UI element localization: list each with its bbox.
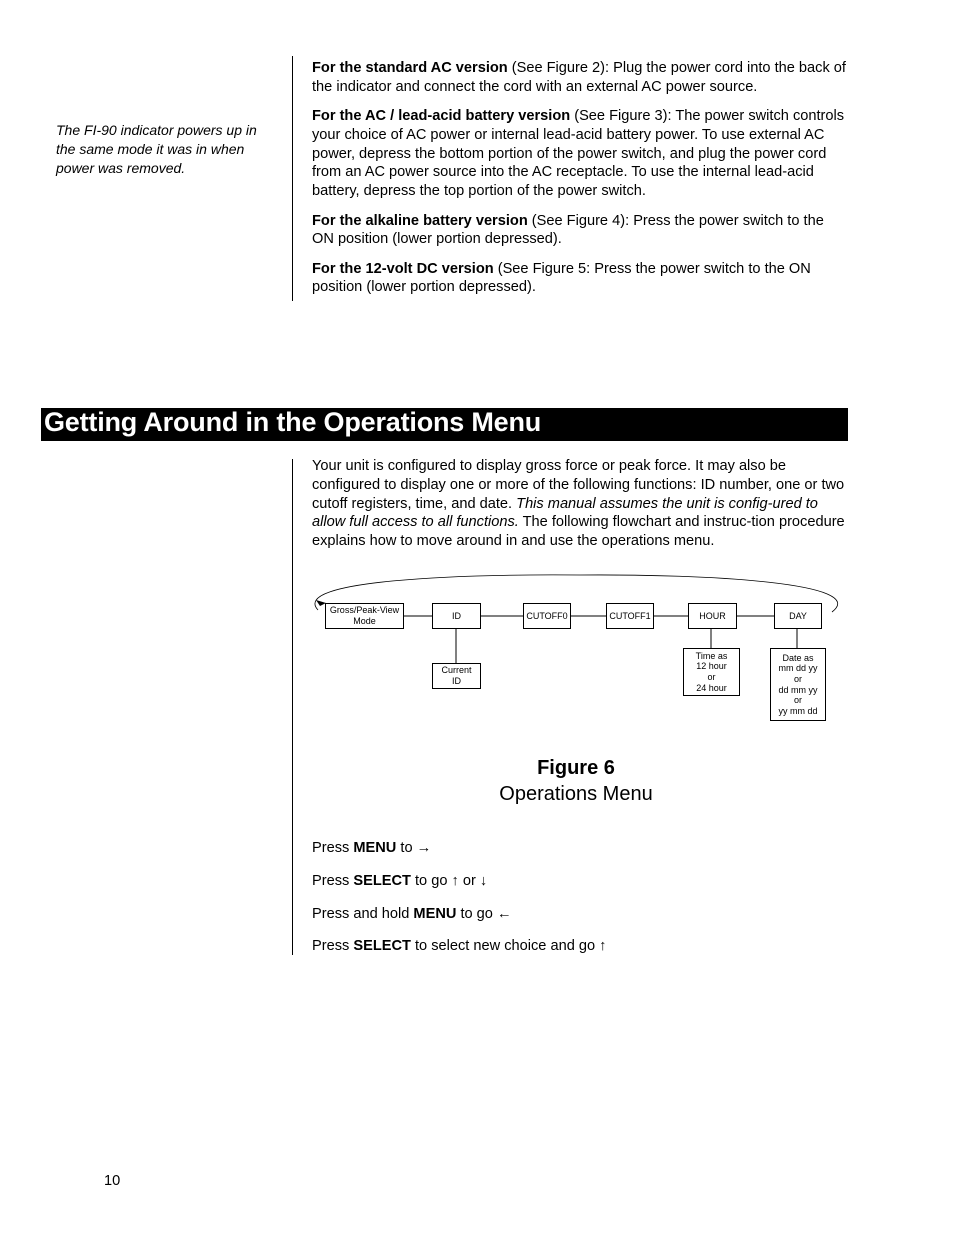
section-title: Getting Around in the Operations Menu bbox=[44, 407, 542, 437]
arrow-up-down-icon: ↑ or ↓ bbox=[451, 873, 488, 889]
node-current-id: Current ID bbox=[432, 663, 481, 689]
node-cutoff1: CUTOFF1 bbox=[606, 603, 654, 629]
figure-number: Figure 6 bbox=[537, 757, 615, 779]
intro-italic: This manual assumes the unit is config-ured to allow full access to all functions. bbox=[312, 495, 818, 531]
power-paragraph-alkaline-heading: For the alkaline battery version bbox=[312, 212, 528, 229]
instruction-3-pre: Press and hold bbox=[312, 906, 414, 922]
arrow-up-icon: ↑ bbox=[599, 938, 607, 954]
arrow-right-icon: → bbox=[416, 840, 432, 856]
arrow-left-icon: ← bbox=[496, 906, 512, 922]
power-paragraph-ac bbox=[312, 59, 847, 97]
instruction-2-key: SELECT bbox=[353, 873, 411, 889]
power-paragraph-12v-heading: For the 12-volt DC version bbox=[312, 260, 494, 277]
instruction-3-key: MENU bbox=[413, 906, 457, 922]
node-time-format: Time as 12 hour or 24 hour bbox=[683, 648, 740, 696]
power-paragraph-ac-text: (See Figure 2): Plug the power cord into the back of the indicator and connect the cord with an external AC power source. bbox=[312, 60, 846, 95]
intro-text-2: The following flowchart and instruc-tion procedure explains how to move around in and use the operations menu. bbox=[312, 514, 845, 550]
instruction-1-post: to bbox=[396, 840, 417, 856]
instruction-4-key: SELECT bbox=[353, 938, 411, 954]
column-divider-top bbox=[292, 56, 293, 301]
power-paragraph-lead-acid-heading: For the AC / lead-acid battery version bbox=[312, 108, 571, 125]
intro-text-1: Your unit is configured to display gross force or peak force. It may also be configured to display one or more of the following functions: ID number, one or two cutoff registers, time, and date. bbox=[312, 458, 845, 512]
instruction-4 bbox=[312, 937, 606, 955]
power-paragraph-alkaline bbox=[312, 212, 847, 250]
instruction-1-pre: Press bbox=[312, 840, 354, 856]
node-id: ID bbox=[432, 603, 481, 629]
power-paragraph-lead-acid-text: (See Figure 3): The power switch controls your choice of AC power or internal lead-acid battery power. To use external AC power, depress the bottom portion of the power switch, and plug the power cord from an AC power source into the AC receptacle. To use the internal lead-acid battery, depress the top portion of the power switch. bbox=[312, 108, 845, 200]
power-paragraph-alkaline-text: (See Figure 4): Press the power switch to the ON position (lower portion depressed). bbox=[312, 212, 824, 248]
power-paragraph-12v-text: (See Figure 5: Press the power switch to the ON position (lower portion depressed). bbox=[312, 260, 811, 296]
node-cutoff0: CUTOFF0 bbox=[523, 603, 571, 629]
instruction-2-post: to go bbox=[410, 873, 452, 889]
power-paragraph-ac-heading: For the standard AC version bbox=[312, 60, 508, 76]
power-instructions bbox=[312, 59, 847, 308]
intro-paragraph bbox=[312, 457, 847, 551]
column-divider-bottom bbox=[292, 459, 293, 955]
figure-title: Operations Menu bbox=[499, 783, 653, 805]
node-day: DAY bbox=[774, 603, 822, 629]
instruction-3-post: to go bbox=[456, 906, 497, 922]
side-note: The FI-90 indicator powers up in the same mode it was in when power was removed. bbox=[56, 122, 257, 176]
node-hour: HOUR bbox=[688, 603, 737, 629]
instruction-2 bbox=[312, 872, 487, 890]
instruction-1-key: MENU bbox=[353, 840, 397, 856]
power-paragraph-12v bbox=[312, 260, 847, 298]
power-paragraph-lead-acid bbox=[312, 107, 847, 201]
page-number: 10 bbox=[104, 1173, 121, 1189]
instruction-4-post: to select new choice and go bbox=[410, 938, 600, 954]
node-gross-peak-mode: Gross/Peak-View Mode bbox=[325, 603, 404, 629]
instruction-2-pre: Press bbox=[312, 873, 354, 889]
node-date-format: Date as mm dd yy or dd mm yy or yy mm dd bbox=[770, 648, 826, 721]
instruction-3 bbox=[312, 905, 512, 923]
figure-caption bbox=[376, 756, 776, 808]
section-banner bbox=[41, 408, 848, 441]
instruction-1 bbox=[312, 839, 431, 857]
instruction-4-pre: Press bbox=[312, 938, 354, 954]
